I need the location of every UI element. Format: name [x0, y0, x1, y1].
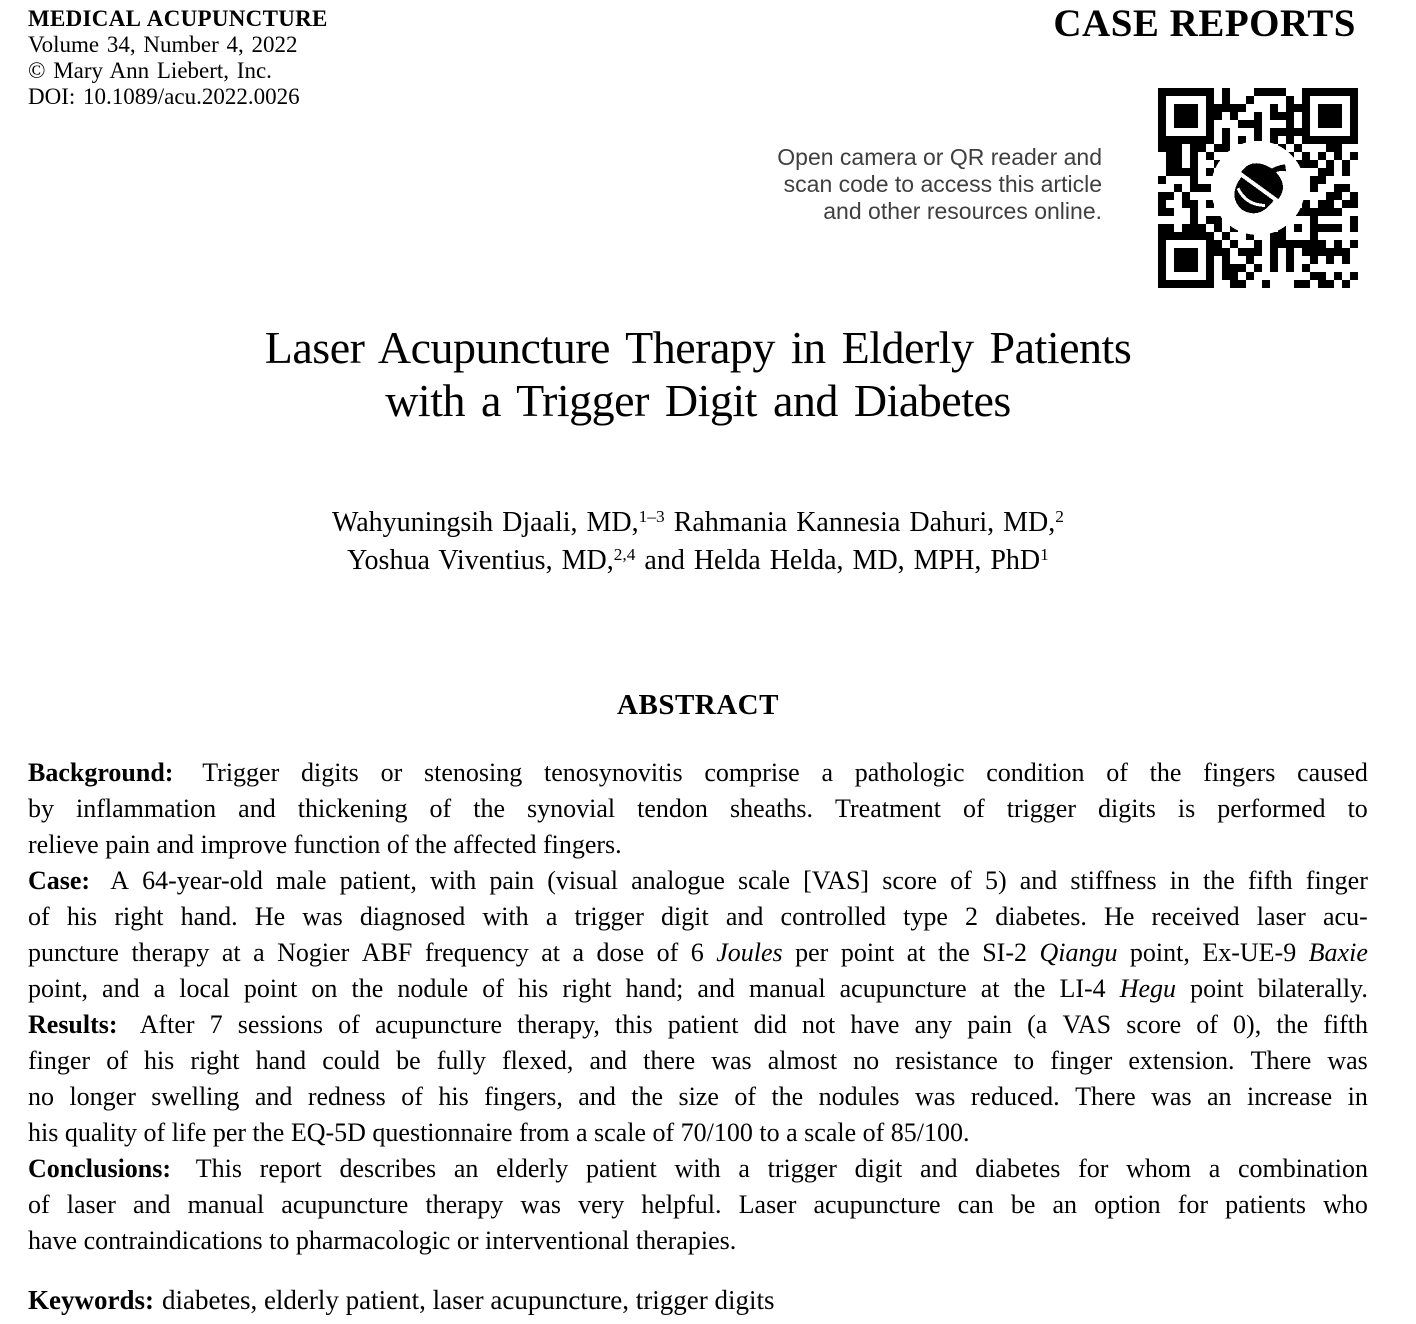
journal-copyright-line: © Mary Ann Liebert, Inc.	[28, 58, 272, 83]
word: therapy	[131, 938, 210, 967]
word: right	[562, 974, 612, 1003]
word: a	[572, 938, 585, 967]
word: Baxie	[1308, 938, 1368, 967]
word: hand	[255, 1046, 307, 1075]
keywords-text: diabetes, elderly patient, laser acupuncture, trigger digits	[161, 1285, 775, 1315]
word: his	[517, 974, 549, 1003]
word: of	[338, 1010, 360, 1039]
title-line: with a Trigger Digit and Diabetes	[385, 375, 1011, 426]
word: for	[1177, 1190, 1209, 1219]
word: any	[914, 1010, 953, 1039]
word: Laser	[738, 1190, 797, 1219]
word: the	[937, 938, 970, 967]
word: bilaterally.	[1257, 974, 1368, 1003]
word: of	[734, 1082, 756, 1111]
word: was	[1327, 1046, 1368, 1075]
word: no	[28, 1082, 54, 1111]
abstract-line	[28, 1079, 1368, 1115]
word: diabetes.	[995, 902, 1087, 931]
word: almost	[767, 1046, 838, 1075]
word: option	[1094, 1190, 1161, 1219]
word: did	[753, 1010, 787, 1039]
word: analogue	[631, 866, 725, 895]
author-affiliation-superscript: 2,4	[613, 544, 636, 564]
word: diagnosed	[359, 902, 466, 931]
word: tenosynovitis	[543, 758, 683, 787]
keywords-line	[28, 1283, 775, 1317]
word: 2	[965, 902, 979, 931]
word: on	[311, 974, 338, 1003]
word: therapy,	[517, 1010, 600, 1039]
word: of	[28, 902, 50, 931]
word: sheaths.	[729, 794, 814, 823]
author-affiliation-superscript: 1	[1040, 544, 1049, 564]
abstract-line	[28, 755, 1368, 791]
word: swelling	[151, 1082, 240, 1111]
word: fingers	[1203, 758, 1276, 787]
word: of	[429, 794, 452, 823]
word: the	[1013, 974, 1046, 1003]
word: with	[429, 866, 477, 895]
word: was	[711, 1046, 752, 1075]
word: patients	[1225, 1190, 1307, 1219]
word: for	[1078, 1154, 1109, 1183]
word: nodule	[397, 974, 469, 1003]
word: of	[1106, 758, 1128, 787]
word: a	[1208, 1154, 1221, 1183]
abstract-line	[28, 1007, 1368, 1043]
author-affiliation-superscript: 1–3	[638, 506, 665, 526]
word: of	[1196, 1010, 1218, 1039]
word: to	[1013, 1046, 1035, 1075]
paragraph-label: Results:	[28, 1010, 118, 1039]
abstract-line	[28, 863, 1368, 899]
word: He	[254, 902, 286, 931]
word: This	[195, 1154, 242, 1183]
word: to	[1347, 794, 1368, 823]
word: and	[132, 1190, 171, 1219]
word: his	[66, 902, 98, 931]
word: There	[1075, 1082, 1136, 1111]
word: the	[473, 794, 505, 823]
word: of	[28, 1190, 50, 1219]
word: stiffness	[1070, 866, 1157, 895]
word: acupuncture	[281, 1190, 409, 1219]
author-line: Wahyuningsih Djaali, MD,$^{1-3}$ Rahmania Kannesia Dahuri, MD,$^2$	[332, 506, 1064, 538]
word: a	[545, 902, 558, 931]
word: ABF	[361, 938, 413, 967]
word: diabetes	[975, 1154, 1061, 1183]
word: Joules	[716, 938, 783, 967]
word: Ex-UE-9	[1202, 938, 1297, 967]
word: He	[1104, 902, 1135, 931]
word: digit	[661, 902, 709, 931]
word: and	[102, 974, 140, 1003]
word: an	[1207, 1082, 1232, 1111]
abstract-heading: ABSTRACT	[617, 689, 779, 721]
word: the	[1203, 866, 1235, 895]
word: condition	[986, 758, 1085, 787]
word: patient,	[339, 866, 417, 895]
word: at	[541, 938, 561, 967]
word: tendon	[637, 794, 708, 823]
word: and	[589, 1046, 628, 1075]
word: finger	[28, 1046, 91, 1075]
word: trigger	[767, 1154, 837, 1183]
word: point	[243, 974, 298, 1003]
word: Treatment	[835, 794, 941, 823]
word: Nogier	[277, 938, 350, 967]
word: in	[1169, 866, 1190, 895]
word: 6	[690, 938, 704, 967]
word: at	[221, 938, 241, 967]
word: and	[697, 974, 735, 1003]
word: comprise	[704, 758, 800, 787]
word: increase	[1246, 1082, 1333, 1111]
article-title	[28, 321, 1368, 427]
word: 64-year-old	[142, 866, 263, 895]
word: an	[453, 1154, 479, 1183]
abstract-line	[28, 1187, 1368, 1223]
word: inflammation	[76, 794, 217, 823]
word: (a	[1027, 1010, 1048, 1039]
word: dose	[596, 938, 645, 967]
word: was	[1151, 1082, 1192, 1111]
author-affiliation-superscript: 2	[1055, 506, 1064, 526]
word: thickening	[297, 794, 408, 823]
word: this	[615, 1010, 653, 1039]
abstract-line: his quality of life per the EQ-5D questionnaire from a scale of 70/100 to a scale of 85/100.	[28, 1118, 970, 1147]
word: synovial	[527, 794, 616, 823]
word: trigger	[574, 902, 644, 931]
word: male	[275, 866, 327, 895]
word: of	[950, 866, 972, 895]
word: trigger	[1006, 794, 1077, 823]
word: After	[139, 1010, 195, 1039]
word: be	[1010, 1190, 1036, 1219]
word: was	[914, 1082, 956, 1111]
word: manual	[749, 974, 826, 1003]
word: right	[190, 1046, 240, 1075]
word: with	[482, 902, 529, 931]
word: hand;	[625, 974, 684, 1003]
word: point,	[1129, 938, 1190, 967]
word: of	[401, 1082, 423, 1111]
word: and	[725, 902, 764, 931]
word: per	[795, 938, 829, 967]
word: manual	[187, 1190, 265, 1219]
word: have	[850, 1010, 900, 1039]
word: acupuncture	[374, 1010, 503, 1039]
word: pain	[967, 1010, 1013, 1039]
section-heading: CASE REPORTS	[1053, 2, 1356, 45]
abstract-paragraph	[28, 1007, 1368, 1151]
word: right	[114, 902, 164, 931]
abstract-line	[28, 971, 1368, 1007]
word: extension.	[1128, 1046, 1235, 1075]
word: digit	[854, 1154, 903, 1183]
word: LI-4	[1059, 974, 1106, 1003]
word: Trigger	[202, 758, 280, 787]
journal-name: MEDICAL ACUPUNCTURE	[28, 6, 328, 31]
paragraph-label: Conclusions:	[28, 1154, 172, 1183]
word: helpful.	[641, 1190, 722, 1219]
author-byline	[28, 504, 1368, 580]
word: describes	[339, 1154, 437, 1183]
abstract-paragraph	[28, 1151, 1368, 1259]
word: of	[106, 1046, 128, 1075]
abstract-line	[28, 1043, 1368, 1079]
word: fifth	[1323, 1010, 1368, 1039]
word: or	[380, 758, 403, 787]
word: (visual	[547, 866, 618, 895]
word: the	[771, 1082, 804, 1111]
word: a	[253, 938, 265, 967]
word: fingers,	[484, 1082, 563, 1111]
abstract-line	[28, 1151, 1368, 1187]
word: pathologic	[854, 758, 965, 787]
word: and	[578, 1082, 616, 1111]
word: report	[259, 1154, 322, 1183]
word: performed	[1217, 794, 1326, 823]
word: and	[238, 794, 276, 823]
journal-doi-line: DOI: 10.1089/acu.2022.0026	[28, 84, 300, 109]
word: with	[674, 1154, 721, 1183]
abstract-line: have contraindications to pharmacologic or interventional therapies.	[28, 1226, 737, 1255]
word: puncture	[28, 938, 119, 967]
word: in	[1347, 1082, 1368, 1111]
journal-volume-line: Volume 34, Number 4, 2022	[28, 32, 298, 57]
word: could	[322, 1046, 380, 1075]
word: can	[957, 1190, 994, 1219]
word: stenosing	[423, 758, 523, 787]
word: very	[578, 1190, 625, 1219]
word: of	[656, 938, 679, 967]
word: patient	[667, 1010, 739, 1039]
word: the	[1276, 1010, 1309, 1039]
word: elderly	[496, 1154, 569, 1183]
word: the	[1149, 758, 1182, 787]
word: finger	[1305, 866, 1368, 895]
qr-caption	[742, 144, 1102, 225]
word: acu-	[1322, 902, 1368, 931]
paragraph-label: Case:	[28, 866, 91, 895]
word: laser	[66, 1190, 116, 1219]
word: of	[482, 974, 504, 1003]
word: whom	[1126, 1154, 1192, 1183]
word: of	[963, 794, 985, 823]
word: patient	[585, 1154, 657, 1183]
word: scale	[738, 866, 790, 895]
word: a	[153, 974, 166, 1003]
word: at	[906, 938, 926, 967]
word: hand.	[180, 902, 238, 931]
word: and	[254, 1082, 293, 1111]
word: and	[919, 1154, 958, 1183]
word: be	[396, 1046, 421, 1075]
word: SI-2	[982, 938, 1027, 967]
qr-caption-line: Open camera or QR reader and	[777, 144, 1102, 170]
word: sessions	[237, 1010, 324, 1039]
qr-code	[1158, 88, 1358, 288]
word: nodules	[818, 1082, 900, 1111]
word: an	[1052, 1190, 1078, 1219]
keywords-label: Keywords:	[28, 1285, 154, 1315]
word: his	[143, 1046, 175, 1075]
word: the	[631, 1082, 664, 1111]
word: by	[28, 794, 54, 823]
word: 5)	[984, 866, 1007, 895]
abstract-line: relieve pain and improve function of the affected fingers.	[28, 830, 622, 859]
journal-masthead	[28, 6, 328, 110]
word: pain	[489, 866, 535, 895]
word: redness	[307, 1082, 386, 1111]
word: resistance	[895, 1046, 998, 1075]
word: who	[1323, 1190, 1368, 1219]
qr-caption-line: and other resources online.	[823, 198, 1102, 224]
author-line: Yoshua Viventius, MD,$^{2,4}$ and Helda Helda, MD, MPH, PhD$^1$	[347, 544, 1049, 576]
word: score	[1126, 1010, 1182, 1039]
word: there	[643, 1046, 696, 1075]
word: longer	[69, 1082, 136, 1111]
word: was	[520, 1190, 561, 1219]
word: laser	[1256, 902, 1306, 931]
word: flexed,	[501, 1046, 574, 1075]
word: received	[1151, 902, 1240, 931]
word: combination	[1238, 1154, 1368, 1183]
word: digits	[301, 758, 359, 787]
word: caused	[1297, 758, 1368, 787]
word: VAS	[1062, 1010, 1112, 1039]
word: his	[438, 1082, 469, 1111]
word: 7	[209, 1010, 223, 1039]
word: finger	[1050, 1046, 1113, 1075]
word: point	[1190, 974, 1244, 1003]
word: Qiangu	[1039, 938, 1118, 967]
word: point,	[28, 974, 88, 1003]
word: type	[903, 902, 948, 931]
word: no	[853, 1046, 880, 1075]
word: controlled	[780, 902, 886, 931]
word: Hegu	[1119, 974, 1177, 1003]
word: reduced.	[970, 1082, 1060, 1111]
qr-caption-line: scan code to access this article	[783, 171, 1102, 197]
abstract-line	[28, 899, 1368, 935]
word: 0),	[1233, 1010, 1262, 1039]
word: digits	[1098, 794, 1156, 823]
word: a	[738, 1154, 750, 1183]
word: and	[1019, 866, 1058, 895]
abstract-paragraph	[28, 755, 1368, 863]
abstract-line	[28, 791, 1368, 827]
word: therapy	[425, 1190, 504, 1219]
word: the	[351, 974, 384, 1003]
word: score	[882, 866, 938, 895]
word: local	[179, 974, 230, 1003]
word: was	[302, 902, 343, 931]
word: fifth	[1247, 866, 1293, 895]
word: A	[110, 866, 129, 895]
word: frequency	[424, 938, 529, 967]
paragraph-label: Background:	[28, 758, 174, 787]
abstract-body	[28, 755, 1368, 1259]
word: not	[802, 1010, 836, 1039]
word: acupuncture	[813, 1190, 941, 1219]
word: at	[980, 974, 1000, 1003]
word: is	[1177, 794, 1196, 823]
word: a	[821, 758, 833, 787]
word: acupuncture	[839, 974, 967, 1003]
word: size	[678, 1082, 719, 1111]
title-line: Laser Acupuncture Therapy in Elderly Patients	[264, 322, 1132, 373]
abstract-line	[28, 935, 1368, 971]
abstract-paragraph	[28, 863, 1368, 1007]
word: fully	[436, 1046, 486, 1075]
word: [VAS]	[803, 866, 870, 895]
word: point	[840, 938, 895, 967]
word: There	[1250, 1046, 1312, 1075]
